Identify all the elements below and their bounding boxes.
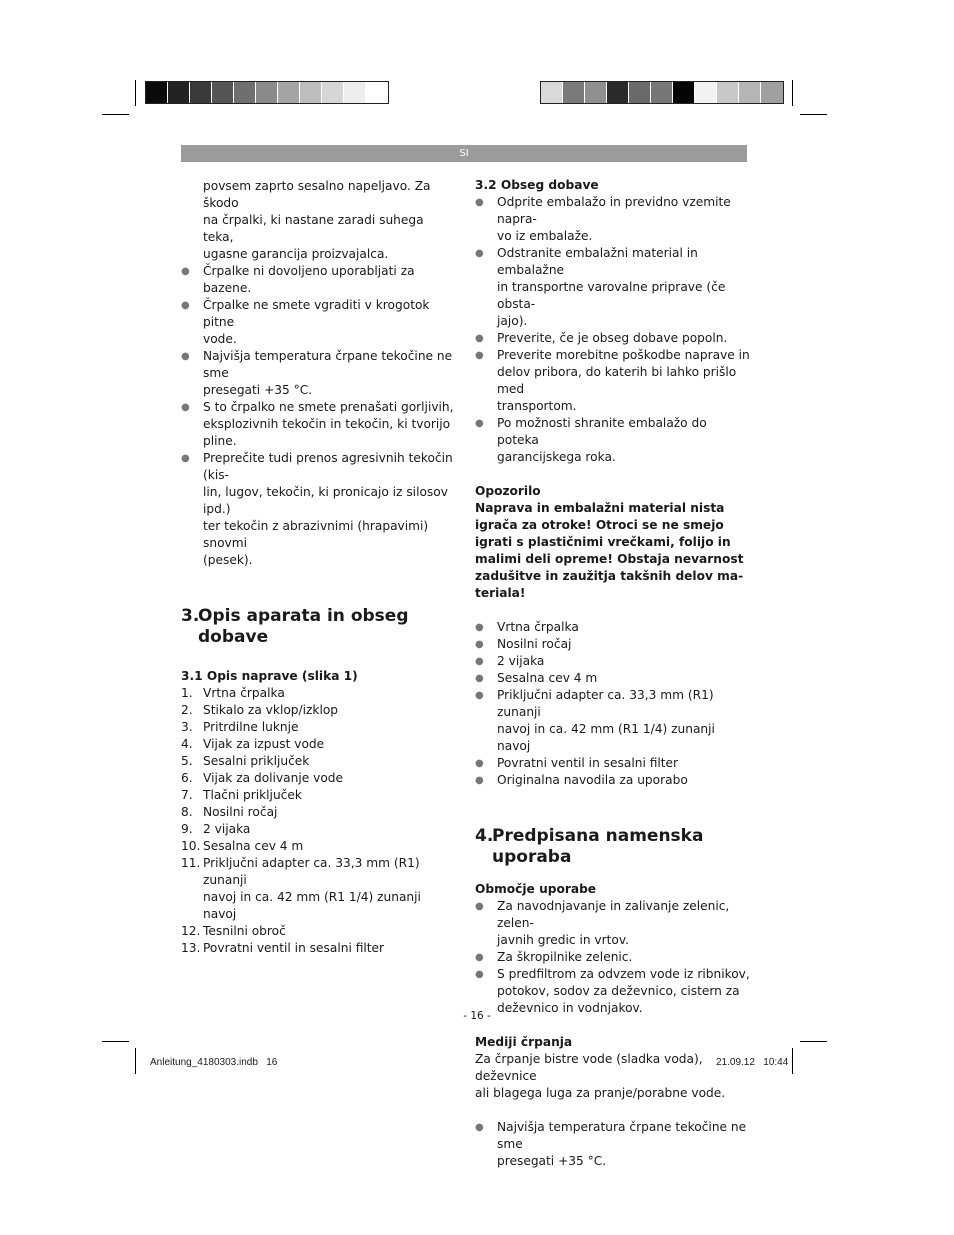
color-swatch <box>717 82 739 103</box>
text-line: Preverite, če je obseg dobave popoln. <box>497 331 728 345</box>
bullet-icon: ● <box>475 901 484 912</box>
footer-timestamp: 21.09.12 10:44 <box>716 1057 789 1068</box>
item-number: 5. <box>181 754 193 768</box>
text-line: Preverite morebitne poškodbe naprave in <box>497 348 750 362</box>
color-swatch <box>256 82 278 103</box>
text-line: jajo). <box>497 314 528 328</box>
numbered-item <box>181 855 456 923</box>
list-item <box>475 619 750 636</box>
text-line: navoj in ca. 42 mm (R1 1/4) zunanji navoj <box>203 890 421 921</box>
text-line: Vrtna črpalka <box>497 620 579 634</box>
text-line: transportom. <box>497 399 577 413</box>
crop-mark-top-right-v <box>792 80 793 106</box>
color-swatch <box>168 82 190 103</box>
color-swatch <box>234 82 256 103</box>
text-line: Tesnilni obroč <box>203 924 286 938</box>
numbered-item <box>181 753 456 770</box>
numbered-item <box>181 838 456 855</box>
color-calibration-bar-right <box>540 81 784 104</box>
text-line: lin, lugov, tekočin, ki pronicajo iz silosov ipd.) <box>203 485 448 516</box>
list-item <box>475 772 750 789</box>
color-swatch <box>673 82 695 103</box>
left-column <box>181 178 456 957</box>
text-line: na črpalki, ki nastane zaradi suhega teka, <box>203 213 424 244</box>
color-swatch <box>190 82 212 103</box>
list-item <box>475 330 750 347</box>
language-tab: SI <box>181 145 747 162</box>
bullet-icon: ● <box>475 418 484 429</box>
numbered-item <box>181 736 456 753</box>
crop-mark-bottom-right-v <box>792 1048 793 1074</box>
bullet-icon: ● <box>475 197 484 208</box>
media-text <box>475 1051 750 1102</box>
numbered-item <box>181 940 456 957</box>
item-number: 3. <box>181 720 193 734</box>
color-swatch <box>739 82 761 103</box>
color-swatch <box>366 82 388 103</box>
color-swatch <box>212 82 234 103</box>
text-line: Priključni adapter ca. 33,3 mm (R1) zunanji <box>203 856 420 887</box>
crop-mark-bottom-right-h <box>800 1041 827 1042</box>
bullet-icon: ● <box>181 266 190 277</box>
bullet-icon: ● <box>475 639 484 650</box>
color-swatch <box>761 82 783 103</box>
bullet-icon: ● <box>475 969 484 980</box>
text-line: 2 vijaka <box>497 654 545 668</box>
crop-mark-bottom-left-h <box>102 1041 129 1042</box>
color-swatch <box>541 82 563 103</box>
list-item <box>475 636 750 653</box>
text-line: javnih gredic in vrtov. <box>497 933 630 947</box>
text-line: Tlačni priključek <box>203 788 302 802</box>
list-item <box>475 670 750 687</box>
text-line: 2 vijaka <box>203 822 251 836</box>
text-line: Za škropilnike zelenic. <box>497 950 633 964</box>
section-4-number: 4. <box>475 826 494 846</box>
bullet-icon: ● <box>475 656 484 667</box>
text-line: S to črpalko ne smete prenašati gorljivih, <box>203 400 454 414</box>
item-number: 1. <box>181 686 193 700</box>
section-4-title-line2: uporaba <box>492 847 572 867</box>
list-item <box>475 653 750 670</box>
text-line: Sesalna cev 4 m <box>497 671 598 685</box>
subsection-3-2-title: 3.2 Obseg dobave <box>475 178 599 192</box>
section-4-title-line1: Predpisana namenska <box>492 826 704 846</box>
text-line: delov pribora, do katerih bi lahko prišlo med <box>497 365 737 396</box>
bullet-icon: ● <box>475 350 484 361</box>
color-swatch <box>607 82 629 103</box>
text-line: igrati s plastičnimi vrečkami, folijo in <box>475 535 731 549</box>
text-line: Preprečite tudi prenos agresivnih tekočin (kis- <box>203 451 453 482</box>
text-line: ali blagega luga za pranje/porabne vode. <box>475 1086 726 1100</box>
text-line: Vijak za dolivanje vode <box>203 771 344 785</box>
list-item <box>475 949 750 966</box>
text-line: presegati +35 °C. <box>497 1154 607 1168</box>
footer-file-name: Anleitung_4180303.indb 16 <box>150 1057 278 1068</box>
item-number: 2. <box>181 703 193 717</box>
numbered-item <box>181 804 456 821</box>
media-title: Mediji črpanja <box>475 1035 573 1049</box>
warning-text <box>475 500 750 602</box>
color-swatch <box>344 82 366 103</box>
area-of-use-title: Območje uporabe <box>475 882 597 896</box>
text-line: ter tekočin z abrazivnimi (hrapavimi) snovmi <box>203 519 429 550</box>
list-item <box>181 450 456 569</box>
text-line: teriala! <box>475 586 526 600</box>
bullet-icon: ● <box>475 248 484 259</box>
text-line: deževnico in vodnjakov. <box>497 1001 643 1015</box>
color-swatch <box>695 82 717 103</box>
list-item <box>475 347 750 415</box>
section-3-heading <box>181 606 456 648</box>
text-line: Stikalo za vklop/izklop <box>203 703 339 717</box>
text-line: Originalna navodila za uporabo <box>497 773 688 787</box>
numbered-item <box>181 787 456 804</box>
color-calibration-bar-left <box>145 81 389 104</box>
bullet-icon: ● <box>475 952 484 963</box>
numbered-item <box>181 719 456 736</box>
safety-bullet-list <box>181 263 456 569</box>
subsection-3-1-title: 3.1 Opis naprave (slika 1) <box>181 669 358 683</box>
text-line: Odprite embalažo in previdno vzemite napra- <box>497 195 731 226</box>
numbered-item <box>181 923 456 940</box>
color-swatch <box>146 82 168 103</box>
color-swatch <box>585 82 607 103</box>
crop-mark-top-left-h <box>102 114 129 115</box>
text-line: Naprava in embalažni material nista <box>475 501 725 515</box>
bullet-icon: ● <box>475 690 484 701</box>
item-number: 4. <box>181 737 193 751</box>
delivery-steps-list <box>475 194 750 466</box>
text-line: malimi deli opreme! Obstaja nevarnost <box>475 552 744 566</box>
item-number: 13. <box>181 941 201 955</box>
list-item <box>475 755 750 772</box>
list-item <box>475 898 750 949</box>
bullet-icon: ● <box>181 453 190 464</box>
bullet-icon: ● <box>181 351 190 362</box>
text-line: garancijskega roka. <box>497 450 616 464</box>
text-line: (pesek). <box>203 553 253 567</box>
text-line: S predfiltrom za odvzem vode iz ribnikov, <box>497 967 750 981</box>
text-line: Priključni adapter ca. 33,3 mm (R1) zunanji <box>497 688 714 719</box>
text-line: ugasne garancija proizvajalca. <box>203 247 389 261</box>
text-line: Pritrdilne luknje <box>203 720 299 734</box>
text-line: zadušitve in zaužitja takšnih delov ma- <box>475 569 744 583</box>
crop-mark-top-left-v <box>135 80 136 106</box>
text-line: vo iz embalaže. <box>497 229 593 243</box>
bullet-icon: ● <box>475 622 484 633</box>
text-line: Najvišja temperatura črpane tekočine ne sme <box>497 1120 747 1151</box>
bullet-icon: ● <box>181 402 190 413</box>
color-swatch <box>629 82 651 103</box>
crop-mark-top-right-h <box>800 114 827 115</box>
numbered-item <box>181 821 456 838</box>
text-line: Nosilni ročaj <box>497 637 572 651</box>
text-line: Nosilni ročaj <box>203 805 278 819</box>
area-of-use-list <box>475 898 750 1017</box>
bullet-icon: ● <box>475 1122 484 1133</box>
intro-continuation <box>181 178 456 263</box>
text-line: in transportne varovalne priprave (če obsta- <box>497 280 726 311</box>
temperature-bullet-list <box>475 1119 750 1170</box>
warning-title: Opozorilo <box>475 484 541 498</box>
list-item <box>475 415 750 466</box>
text-line: eksplozivnih tekočin in tekočin, ki tvorijo pline. <box>203 417 451 448</box>
bullet-icon: ● <box>475 673 484 684</box>
color-swatch <box>322 82 344 103</box>
text-line: presegati +35 °C. <box>203 383 313 397</box>
text-line: Povratni ventil in sesalni filter <box>497 756 679 770</box>
list-item <box>475 1119 750 1170</box>
list-item <box>475 245 750 330</box>
text-line: Sesalni priključek <box>203 754 310 768</box>
item-number: 8. <box>181 805 193 819</box>
text-line: Črpalke ni dovoljeno uporabljati za bazene. <box>203 264 415 295</box>
bullet-icon: ● <box>475 758 484 769</box>
numbered-item <box>181 770 456 787</box>
list-item <box>181 263 456 297</box>
list-item <box>475 194 750 245</box>
item-number: 7. <box>181 788 193 802</box>
device-parts-list <box>181 685 456 957</box>
text-line: Vijak za izpust vode <box>203 737 325 751</box>
item-number: 11. <box>181 856 201 870</box>
numbered-item <box>181 685 456 702</box>
text-line: Odstranite embalažni material in embalažne <box>497 246 698 277</box>
page-number: - 16 - <box>463 1010 491 1022</box>
color-swatch <box>300 82 322 103</box>
text-line: Povratni ventil in sesalni filter <box>203 941 385 955</box>
item-number: 9. <box>181 822 193 836</box>
text-line: Po možnosti shranite embalažo do poteka <box>497 416 707 447</box>
scope-of-delivery-list <box>475 619 750 789</box>
color-swatch <box>278 82 300 103</box>
section-3-number: 3. <box>181 606 200 626</box>
list-item <box>181 297 456 348</box>
section-3-title-line2: dobave <box>198 627 269 647</box>
item-number: 6. <box>181 771 193 785</box>
text-line: Najvišja temperatura črpane tekočine ne sme <box>203 349 453 380</box>
text-line: potokov, sodov za deževnico, cistern za <box>497 984 740 998</box>
text-line: Črpalke ne smete vgraditi v krogotok pitne <box>203 298 430 329</box>
text-line: Vrtna črpalka <box>203 686 285 700</box>
item-number: 10. <box>181 839 201 853</box>
item-number: 12. <box>181 924 201 938</box>
bullet-icon: ● <box>475 333 484 344</box>
text-line: Za črpanje bistre vode (sladka voda), deževnice <box>475 1052 703 1083</box>
crop-mark-bottom-left-v <box>135 1048 136 1074</box>
text-line: povsem zaprto sesalno napeljavo. Za škodo <box>203 179 431 210</box>
text-line: igrača za otroke! Otroci se ne smejo <box>475 518 724 532</box>
text-line: Za navodnjavanje in zalivanje zelenic, zelen- <box>497 899 730 930</box>
list-item <box>181 399 456 450</box>
section-3-title-line1: Opis aparata in obseg <box>198 606 409 626</box>
text-line: vode. <box>203 332 237 346</box>
bullet-icon: ● <box>181 300 190 311</box>
text-line: navoj in ca. 42 mm (R1 1/4) zunanji navoj <box>497 722 715 753</box>
section-4-heading <box>475 826 750 868</box>
numbered-item <box>181 702 456 719</box>
color-swatch <box>563 82 585 103</box>
color-swatch <box>651 82 673 103</box>
bullet-icon: ● <box>475 775 484 786</box>
text-line: Sesalna cev 4 m <box>203 839 304 853</box>
list-item <box>181 348 456 399</box>
list-item <box>475 687 750 755</box>
